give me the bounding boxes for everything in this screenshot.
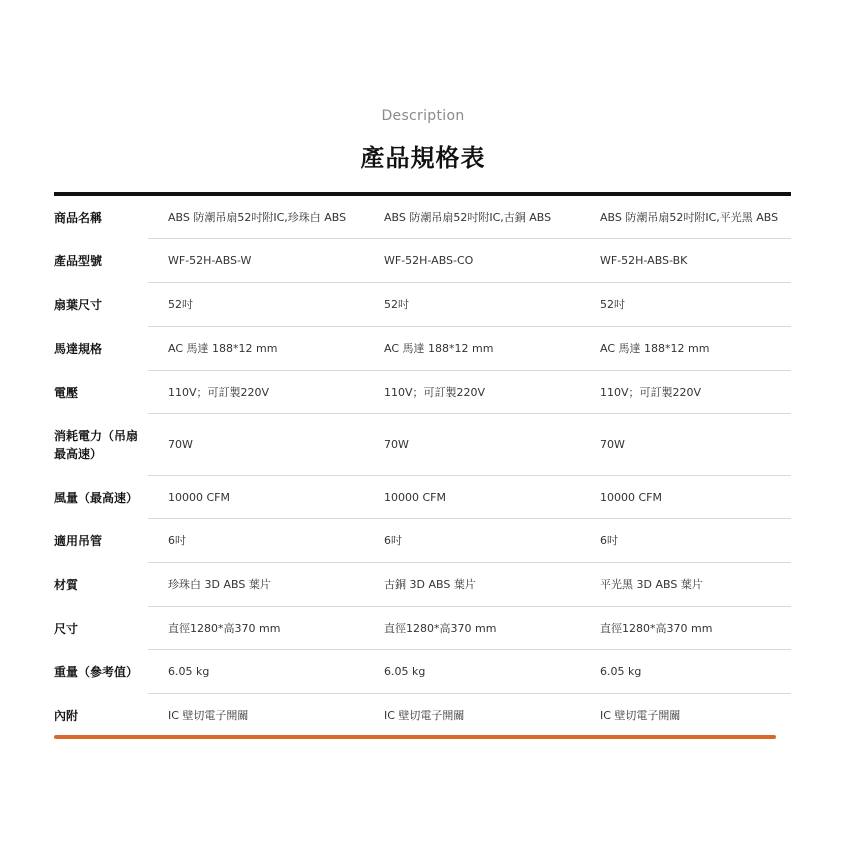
spec-row-power: [54, 414, 791, 476]
cell-black: AC 馬達 188*12 mm: [600, 342, 710, 355]
spec-row-dimensions: [54, 607, 791, 650]
spec-table: [54, 196, 791, 738]
row-label: 商品名稱: [54, 210, 103, 225]
cell-bronze: 10000 CFM: [384, 490, 446, 504]
cell-white: 110V；可訂製220V: [168, 385, 270, 399]
cell-white: 珍珠白 3D ABS 葉片: [168, 578, 271, 591]
cell-black: ABS 防潮吊扇52吋附IC,平光黑 ABS: [600, 210, 779, 224]
cell-bronze: 6吋: [384, 534, 402, 547]
cell-black: 110V；可訂製220V: [600, 385, 702, 399]
spec-row-included: [54, 694, 791, 738]
section-subtitle: Description: [381, 108, 465, 124]
row-label: 風量（最高速）: [54, 490, 139, 505]
cell-black: 10000 CFM: [600, 490, 662, 504]
row-label: 材質: [54, 578, 79, 592]
row-label: 內附: [54, 709, 79, 723]
spec-row-voltage: [54, 371, 791, 414]
cell-bronze: IC 壁切電子開關: [384, 709, 465, 722]
accent-bar: [54, 735, 776, 739]
cell-white: 直徑1280*高370 mm: [168, 621, 281, 635]
cell-black: 6.05 kg: [600, 665, 642, 678]
cell-white: 70W: [168, 438, 193, 451]
cell-bronze: 70W: [384, 438, 409, 451]
cell-black: 6吋: [600, 534, 618, 547]
cell-white: 6.05 kg: [168, 665, 210, 678]
row-label: 馬達規格: [54, 342, 103, 356]
row-label: 消耗電力（吊扇最高速）: [54, 429, 139, 461]
spec-row-downrod: [54, 519, 791, 563]
cell-bronze: 110V；可訂製220V: [384, 385, 486, 399]
cell-bronze: ABS 防潮吊扇52吋附IC,古銅 ABS: [384, 210, 552, 224]
cell-bronze: AC 馬達 188*12 mm: [384, 342, 494, 355]
cell-bronze: 直徑1280*高370 mm: [384, 621, 497, 635]
spec-row-product-name: [54, 196, 791, 239]
cell-white: 6吋: [168, 534, 186, 547]
cell-white: ABS 防潮吊扇52吋附IC,珍珠白 ABS: [168, 210, 347, 224]
cell-black: WF-52H-ABS-BK: [600, 254, 688, 267]
cell-bronze: 52吋: [384, 298, 409, 311]
spec-row-weight: [54, 650, 791, 694]
cell-bronze: 古銅 3D ABS 葉片: [384, 578, 476, 591]
cell-white: 52吋: [168, 298, 193, 311]
row-label: 電壓: [54, 385, 79, 400]
page-title: 產品規格表: [360, 144, 486, 172]
row-label: 產品型號: [54, 254, 103, 268]
cell-white: 10000 CFM: [168, 490, 230, 504]
spec-row-model: [54, 239, 791, 283]
row-label: 重量（參考值）: [54, 665, 139, 679]
cell-black: 52吋: [600, 298, 625, 311]
spec-row-blade-size: [54, 283, 791, 327]
cell-white: AC 馬達 188*12 mm: [168, 342, 278, 355]
cell-black: IC 壁切電子開關: [600, 709, 681, 722]
row-label: 扇葉尺寸: [54, 298, 103, 312]
spec-row-motor: [54, 327, 791, 371]
cell-white: IC 壁切電子開關: [168, 709, 249, 722]
cell-bronze: 6.05 kg: [384, 665, 426, 678]
cell-black: 平光黑 3D ABS 葉片: [600, 578, 703, 591]
cell-bronze: WF-52H-ABS-CO: [384, 254, 474, 267]
row-label: 尺寸: [54, 621, 79, 636]
cell-black: 直徑1280*高370 mm: [600, 621, 713, 635]
row-label: 適用吊管: [54, 534, 103, 548]
spec-row-airflow: [54, 476, 791, 519]
cell-black: 70W: [600, 438, 625, 451]
spec-row-material: [54, 563, 791, 607]
cell-white: WF-52H-ABS-W: [168, 254, 252, 267]
